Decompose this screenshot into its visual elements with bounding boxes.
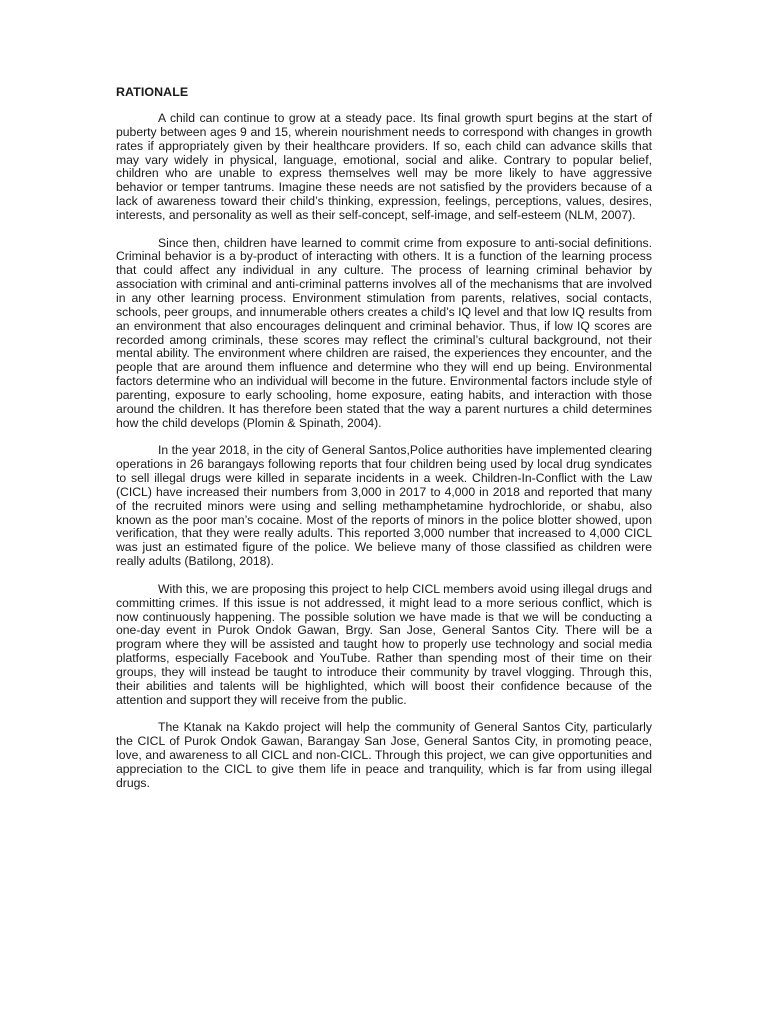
paragraph-child-growth: A child can continue to grow at a steady pace. Its final growth spurt begins at the start of puberty between ages 9 and 15, wherein nourishment needs to correspond with changes in growth rates if appropriately given by their healthcare providers. If so, each child can advance skills that may vary widely in physical, language, emotional, social and alike. Contrary to popular belief, children who are unable to express themselves well may be more likely to have aggressive behavior or temper tantrums. Imagine these needs are not satisfied by the providers because of a lack of awareness toward their child’s thinking, expression, feelings, perceptions, values, desires, interests, and personality as well as their self-concept, self-image, and self-esteem (NLM, 2007).	[116, 111, 652, 222]
paragraph-project-proposal: With this, we are proposing this project to help CICL members avoid using illegal drugs and committing crimes. If this issue is not addressed, it might lead to a more serious conflict, which is now continuously happening. The possible solution we have made is that we will be conducting a one-day event in Purok Ondok Gawan, Brgy. San Jose, General Santos City. There will be a program where they will be assisted and taught how to properly use technology and social media platforms, especially Facebook and YouTube. Rather than spending most of their time on their groups, they will instead be taught to introduce their community by travel vlogging. Through this, their abilities and talents will be highlighted, which will boost their confidence because of the attention and support they will receive from the public.	[116, 581, 652, 707]
paragraph-ktanak-na-kakdo: The Ktanak na Kakdo project will help the community of General Santos City, particularly the CICL of Purok Ondok Gawan, Barangay San Jose, General Santos City, in promoting peace, love, and awareness to all CICL and non-CICL. Through this project, we can give opportunities and appreciation to the CICL to give them life in peace and tranquility, which is far from using illegal drugs.	[116, 720, 652, 790]
page-title: RATIONALE	[116, 85, 189, 99]
document-body	[116, 85, 652, 804]
paragraph-criminal-behavior: Since then, children have learned to commit crime from exposure to anti-social definitions. Criminal behavior is a by-product of interacting with others. It is a function of the learning process that could affect any individual in any culture. The process of learning criminal behavior by association with criminal and anti-criminal patterns involves all of the mechanisms that are involved in any other learning process. Environment stimulation from parents, relatives, social contacts, schools, peer groups, and innumerable others creates a child’s IQ level and that low IQ results from an environment that also encourages delinquent and criminal behavior. Thus, if low IQ scores are recorded among criminals, these scores may reflect the criminal’s cultural background, not their mental ability. The environment where children are raised, the experiences they encounter, and the people that are around them influence and determine who they will end up being. Environmental factors determine who an individual will become in the future. Environmental factors include style of parenting, exposure to early schooling, home exposure, eating habits, and interaction with those around the children. It has therefore been stated that the way a parent nurtures a child determines how the child develops (Plomin & Spinath, 2004).	[116, 235, 652, 430]
paragraph-general-santos-2018: In the year 2018, in the city of General Santos,Police authorities have implemented clearing operations in 26 barangays following reports that four children being used by local drug syndicates to sell illegal drugs were killed in separate incidents in a week. Children-In-Conflict with the Law (CICL) have increased their numbers from 3,000 in 2017 to 4,000 in 2018 and reported that many of the recruited minors were using and selling methamphetamine hydrochloride, or shabu, also known as the poor man’s cocaine. Most of the reports of minors in the police blotter showed, upon verification, that they were really adults. This reported 3,000 number that increased to 4,000 CICL was just an estimated figure of the police. We believe many of those classified as children were really adults (Batilong, 2018).	[116, 443, 652, 569]
